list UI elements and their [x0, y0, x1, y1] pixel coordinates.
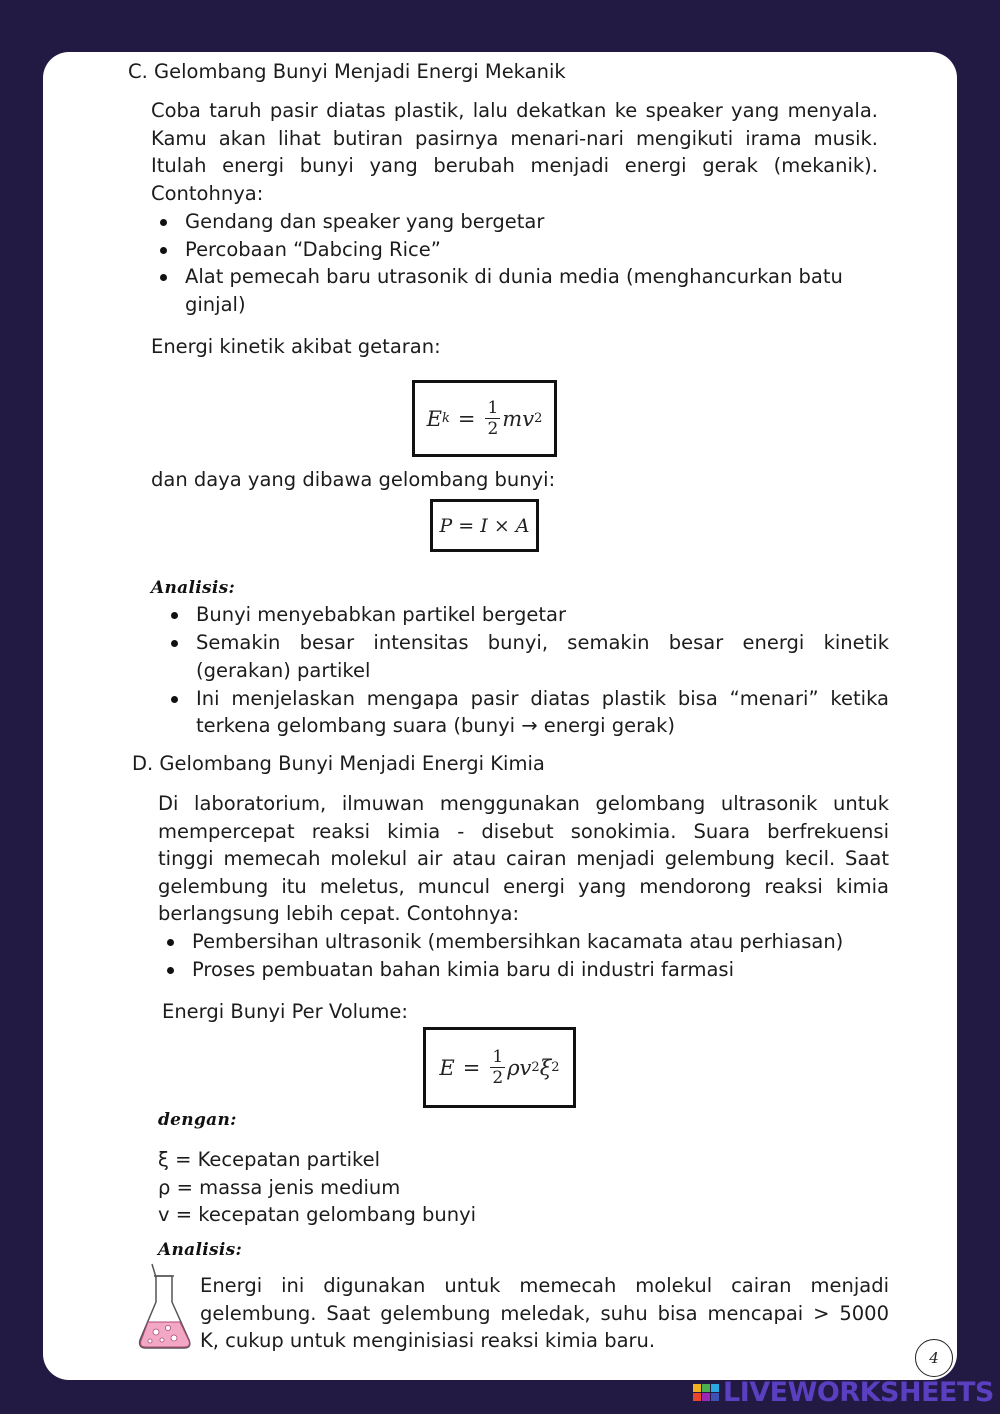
paragraph-line: Coba taruh pasir diatas plastik, lalu dekatkan ke speaker yang menyala. [151, 99, 878, 122]
list-item: Pembersihan ultrasonik (membersihkan kacamata atau perhiasan) [158, 928, 889, 956]
dengan-title: dengan: [158, 1110, 237, 1130]
paragraph-line: Kamu akan lihat butiran pasirnya menari-nari mengikuti irama musik. [151, 126, 878, 150]
formula-fraction [490, 1047, 505, 1088]
paragraph-line: berlangsung lebih cepat. Contohnya: [158, 902, 520, 926]
page-number: 4 [915, 1339, 953, 1377]
power-label: dan daya yang dibawa gelombang bunyi: [151, 468, 556, 491]
paragraph-line: Di laboratorium, ilmuwan menggunakan gelombang ultrasonik untuk [158, 792, 889, 815]
formula-rhs-xi: ξ [539, 1055, 552, 1080]
formula-sup: 2 [531, 1060, 540, 1075]
formula-sup: 2 [534, 411, 543, 426]
energy-per-volume-label: Energi Bunyi Per Volume: [162, 1000, 408, 1023]
formula-rhs: mv [502, 406, 535, 431]
paragraph-line: mempercepat reaksi kimia - disebut sonokimia. Suara berfrekuensi [158, 819, 889, 843]
power-formula: P = I × A [430, 499, 539, 552]
list-item-continuation: (gerakan) partikel [196, 659, 371, 682]
formula-fraction [485, 398, 500, 439]
fraction-numerator: 1 [492, 1047, 504, 1067]
analysis-title: Analisis: [151, 578, 236, 598]
fraction-denominator: 2 [492, 1068, 504, 1088]
formula-sup: 2 [551, 1060, 560, 1075]
analysis-title: Analisis: [158, 1240, 243, 1260]
section-c-paragraph [151, 97, 878, 207]
brand-name: LIVEWORKSHEETS [723, 1377, 994, 1408]
formula-lhs: E [426, 406, 442, 431]
definition-line: ρ = massa jenis medium [158, 1175, 401, 1199]
section-c-analysis-list [162, 601, 889, 656]
fraction-numerator: 1 [487, 398, 499, 418]
list-item: Proses pembuatan bahan kimia baru di industri farmasi [158, 956, 889, 984]
formula-rhs-rho-v: ρv [507, 1055, 532, 1080]
list-item: Bunyi menyebabkan partikel bergetar [162, 601, 889, 629]
list-item-continuation: ginjal) [185, 293, 246, 316]
analysis-line: K, cukup untuk menginisiasi reaksi kimia baru. [200, 1329, 656, 1353]
section-d-examples [158, 928, 889, 983]
formula-sub: k [441, 411, 450, 426]
energy-per-volume-formula [423, 1027, 576, 1108]
section-d-analysis [200, 1272, 889, 1355]
list-item: Semakin besar intensitas bunyi, semakin besar energi kinetik [162, 629, 889, 657]
section-c-analysis-list-2 [162, 685, 889, 713]
kinetic-energy-label: Energi kinetik akibat getaran: [151, 335, 441, 358]
list-item: Ini menjelaskan mengapa pasir diatas plastik bisa “menari” ketika [162, 685, 889, 713]
list-item: Percobaan “Dabcing Rice” [151, 236, 878, 264]
formula-eq: = [462, 1055, 481, 1080]
section-c-examples [151, 208, 878, 291]
list-item: Alat pemecah baru utrasonik di dunia media (menghancurkan batu [151, 263, 878, 291]
list-item: Gendang dan speaker yang bergetar [151, 208, 878, 236]
section-c-heading: C. Gelombang Bunyi Menjadi Energi Mekanik [128, 60, 566, 83]
liveworksheets-logo [693, 1377, 994, 1408]
kinetic-energy-formula [412, 380, 557, 457]
flask-icon [134, 1262, 194, 1352]
paragraph-line: gelembung itu meletus, muncul energi yang mendorong reaksi kimia [158, 874, 889, 898]
definition-line: v = kecepatan gelombang bunyi [158, 1203, 477, 1227]
variable-definitions [158, 1146, 476, 1229]
paragraph-line: Itulah energi bunyi yang berubah menjadi energi gerak (mekanik). [151, 154, 878, 178]
paragraph-line: tinggi memecah molekul air atau cairan menjadi gelembung kecil. Saat [158, 847, 889, 871]
analysis-line: Energi ini digunakan untuk memecah molekul cairan menjadi [200, 1274, 889, 1297]
section-d-heading: D. Gelombang Bunyi Menjadi Energi Kimia [132, 752, 545, 775]
formula-lhs: E [439, 1055, 455, 1080]
formula-eq: = [457, 406, 476, 431]
analysis-line: gelembung. Saat gelembung meledak, suhu bisa mencapai > 5000 [200, 1301, 889, 1325]
list-item-continuation: terkena gelombang suara (bunyi → energi gerak) [196, 714, 676, 737]
section-d-paragraph [158, 790, 889, 928]
definition-line: ξ = Kecepatan partikel [158, 1148, 381, 1171]
fraction-denominator: 2 [487, 419, 499, 439]
logo-grid-icon [693, 1384, 719, 1401]
paragraph-line: Contohnya: [151, 181, 264, 205]
